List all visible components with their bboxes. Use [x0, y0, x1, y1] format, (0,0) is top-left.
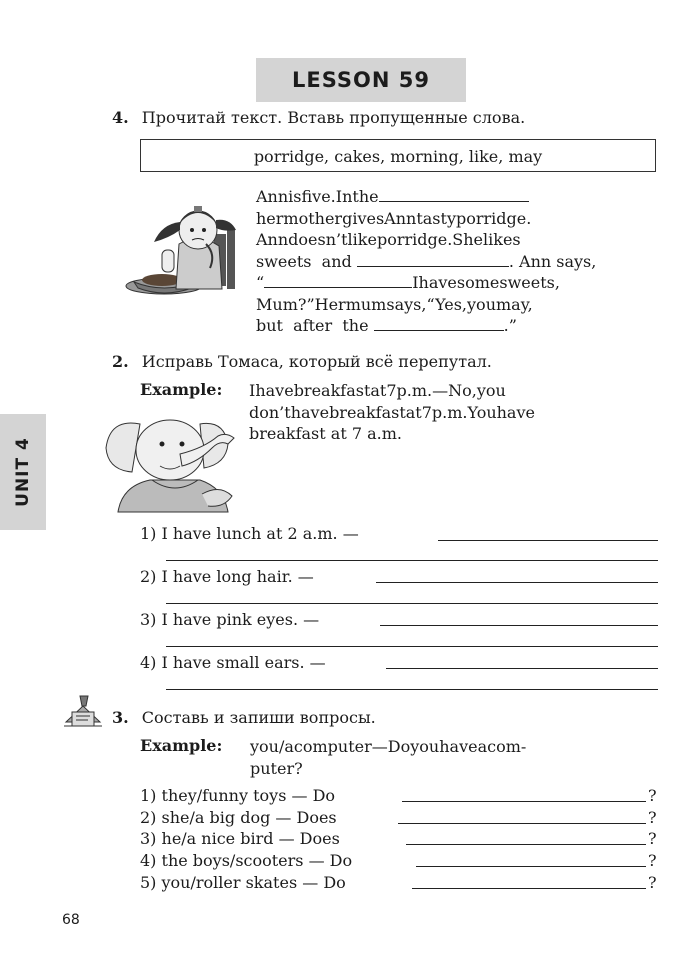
- word: have: [290, 402, 330, 422]
- task2-heading: [112, 352, 492, 371]
- word: have: [496, 402, 535, 422]
- word: 7: [421, 402, 432, 422]
- story-line-7: [256, 315, 658, 337]
- word: You: [467, 402, 497, 422]
- task2-item-2-answer-line-1[interactable]: [376, 582, 658, 583]
- story-line-4: [256, 251, 658, 273]
- task2-item-1: 1) I have lunch at 2 a.m. —: [140, 524, 359, 543]
- word: No,: [448, 381, 477, 400]
- word: —: [371, 737, 388, 756]
- word: but: [256, 316, 283, 335]
- story-line-6: [256, 294, 658, 316]
- page-number: 68: [62, 912, 80, 928]
- word: I: [249, 381, 256, 400]
- task2-example-label: Example:: [140, 380, 223, 399]
- story-blank-1[interactable]: [379, 187, 529, 202]
- word: five.: [301, 187, 336, 206]
- task2-example-text: [249, 380, 658, 445]
- task3-item-1-question-mark: ?: [648, 786, 657, 805]
- task3-item-3-question-mark: ?: [648, 829, 657, 848]
- word: have: [255, 381, 294, 400]
- word: doesn’t: [288, 230, 348, 249]
- task2-example-line-1: [249, 380, 658, 402]
- task3-example-line-2: puter?: [250, 758, 303, 778]
- task4-heading: [112, 108, 525, 127]
- task3-item-1-answer-line[interactable]: [402, 801, 646, 802]
- task3-example-line-1: [250, 736, 658, 758]
- word: p.m.: [431, 402, 468, 422]
- word: like: [347, 230, 377, 249]
- word: Mum?”: [256, 294, 315, 314]
- word: —: [432, 381, 449, 400]
- task2-example-line-3: breakfast at 7 a.m.: [249, 424, 402, 443]
- task3-item-5-question-mark: ?: [648, 873, 657, 892]
- word: p.m.: [396, 381, 433, 400]
- word: sweets: [256, 251, 312, 271]
- task3-item-3-answer-line[interactable]: [406, 844, 646, 845]
- word: tasty: [416, 208, 456, 228]
- word: Her: [314, 294, 346, 314]
- unit-tab-label: UNIT 4: [13, 437, 33, 507]
- word: breakfast: [293, 381, 371, 400]
- word: have: [439, 737, 478, 756]
- task2-item-2: 2) I have long hair. —: [140, 567, 314, 586]
- word: mum: [345, 294, 387, 314]
- story-line-3: [256, 229, 658, 251]
- task3-item-2-answer-line[interactable]: [398, 823, 646, 824]
- task2-item-4-answer-line-1[interactable]: [386, 668, 658, 669]
- word: Ann: [256, 187, 289, 206]
- word: 7: [386, 381, 397, 400]
- task2-item-3: 3) I have pink eyes. —: [140, 610, 320, 629]
- word: “: [256, 273, 265, 292]
- word: at: [370, 381, 387, 400]
- word: her: [256, 208, 284, 228]
- word: com-: [487, 737, 527, 756]
- word: at: [405, 402, 422, 422]
- task2-item-1-answer-line-1[interactable]: [438, 540, 658, 541]
- story-blank-2[interactable]: [357, 252, 509, 267]
- word: porridge.: [455, 208, 532, 228]
- story-blank-4[interactable]: [374, 316, 504, 331]
- word: .”: [503, 316, 517, 335]
- story-blank-3[interactable]: [264, 273, 412, 288]
- word: and: [321, 251, 352, 271]
- word: you/a: [250, 737, 294, 756]
- task3-item-2: 2) she/a big dog — Does: [140, 808, 337, 827]
- task4-number: 4.: [112, 108, 129, 127]
- word: you: [467, 294, 496, 314]
- story-line-1: [256, 186, 658, 208]
- task3-item-5: 5) you/roller skates — Do: [140, 873, 346, 892]
- story-line-5: [256, 272, 658, 294]
- word: a: [477, 737, 488, 756]
- task3-example-text: [250, 736, 658, 779]
- word-bank-box: porridge, cakes, morning, like, may: [140, 139, 656, 172]
- task3-item-4: 4) the boys/scooters — Do: [140, 851, 353, 870]
- word: Do: [387, 737, 411, 756]
- task2-instruction: Исправь Томаса, который всё перепутал.: [141, 352, 492, 371]
- unit-tab: [0, 414, 46, 530]
- task2-item-4: 4) I have small ears. —: [140, 653, 326, 672]
- word: is: [288, 187, 302, 206]
- word: the: [342, 316, 369, 335]
- lesson-title: LESSON 59: [256, 58, 466, 102]
- word: She: [452, 230, 484, 249]
- task3-item-1: 1) they/funny toys — Do: [140, 786, 336, 805]
- word: the: [352, 187, 379, 206]
- task3-item-3: 3) he/a nice bird — Does: [140, 829, 340, 848]
- word: I: [412, 273, 419, 292]
- task2-item-2-answer-line-2[interactable]: [166, 603, 658, 604]
- word: likes: [483, 230, 521, 249]
- word: says,: [386, 294, 427, 314]
- story-line-2: [256, 208, 658, 230]
- word: computer: [293, 737, 372, 756]
- task4-story-text: [256, 186, 658, 337]
- word: may,: [496, 294, 533, 314]
- task3-item-4-question-mark: ?: [648, 851, 657, 870]
- task2-item-3-answer-line-1[interactable]: [380, 625, 658, 626]
- task3-example-label: Example:: [140, 736, 223, 755]
- task3-instruction: Составь и запиши вопросы.: [141, 708, 376, 727]
- word: some: [456, 273, 500, 292]
- task2-item-1-answer-line-2[interactable]: [166, 560, 658, 561]
- word: mother: [283, 208, 343, 228]
- word: you: [476, 381, 506, 400]
- story-line-4-tail: . Ann says,: [508, 251, 597, 271]
- task3-item-4-answer-line[interactable]: [416, 866, 646, 867]
- word: you: [410, 737, 440, 756]
- task3-number: 3.: [112, 708, 129, 727]
- elephant-thomas-illustration: [100, 414, 240, 512]
- task3-item-2-question-mark: ?: [648, 808, 657, 827]
- task2-example-line-2: [249, 402, 658, 424]
- word: don’t: [249, 402, 291, 422]
- word: breakfast: [329, 402, 406, 422]
- word: porridge.: [376, 230, 453, 249]
- word: Ann: [256, 230, 289, 249]
- task2-item-3-answer-line-2[interactable]: [166, 646, 658, 647]
- task2-number: 2.: [112, 352, 129, 371]
- word: sweets,: [499, 273, 560, 292]
- word: “Yes,: [426, 294, 468, 314]
- word: after: [293, 316, 333, 335]
- writing-task-icon: [62, 692, 104, 730]
- task3-item-5-answer-line[interactable]: [412, 888, 646, 889]
- word: gives: [342, 208, 385, 228]
- task3-heading: [112, 708, 376, 727]
- word: In: [335, 187, 353, 206]
- task2-item-4-answer-line-2[interactable]: [166, 689, 658, 690]
- word: Ann: [384, 208, 417, 228]
- task4-instruction: Прочитай текст. Вставь пропущенные слова.: [141, 108, 526, 127]
- word: have: [418, 273, 457, 292]
- girl-with-porridge-illustration: [124, 194, 242, 304]
